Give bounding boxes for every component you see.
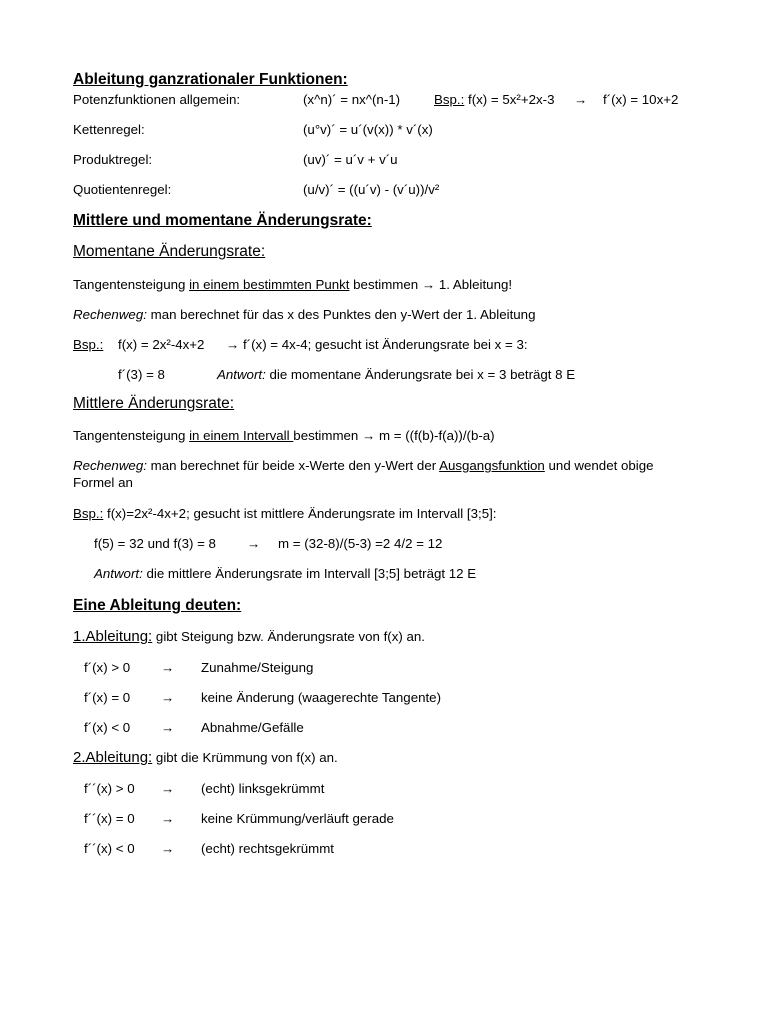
- second-row-cond: f´´(x) = 0: [84, 811, 135, 826]
- momentary-line1: [73, 276, 512, 293]
- average-answer-text: die mittlere Änderungsrate im Intervall [3;5] beträgt 12 E: [142, 566, 477, 581]
- rule-power-formula: (x^n)´ = nx^(n-1): [303, 92, 401, 107]
- power-example-func: f(x) = 5x²+2x-3: [468, 92, 555, 107]
- momentary-answer: [217, 366, 575, 383]
- average-line1-underlined: in einem Intervall: [189, 428, 294, 443]
- section-rates-heading: Mittlere und momentane Änderungsrate:: [73, 212, 372, 229]
- first-row-cond: f´(x) > 0: [84, 660, 131, 675]
- first-derivative-text: gibt Steigung bzw. Änderungsrate von f(x) an.: [152, 629, 425, 644]
- average-line1-b: bestimmen → m = ((f(b)-f(a))/(b-a): [293, 428, 495, 443]
- second-row-cond: f´´(x) > 0: [84, 781, 135, 796]
- average-calc-line2: Formel an: [73, 475, 133, 490]
- arrow-icon: →: [161, 841, 175, 856]
- second-row-meaning: (echt) linksgekrümmt: [201, 781, 325, 796]
- second-row-cond: f´´(x) < 0: [84, 841, 135, 856]
- first-row-cond: f´(x) < 0: [84, 720, 131, 735]
- average-answer: [94, 565, 476, 582]
- momentary-answer-label: Antwort:: [217, 367, 266, 382]
- rule-quotient-formula: (u/v)´ = ((u´v) - (v´u))/v²: [303, 182, 440, 197]
- rule-quotient-name: Quotientenregel:: [73, 182, 172, 197]
- momentary-bsp-rest: → f´(x) = 4x-4; gesucht ist Änderungsrate bei x = 3:: [226, 337, 528, 352]
- average-bsp: [73, 505, 496, 522]
- momentary-bsp-label: Bsp.:: [73, 337, 104, 352]
- average-values: f(5) = 32 und f(3) = 8: [94, 536, 216, 551]
- average-calc: [73, 457, 654, 474]
- rule-product-name: Produktregel:: [73, 152, 153, 167]
- average-line1: [73, 427, 495, 444]
- first-row-cond: f´(x) = 0: [84, 690, 131, 705]
- average-calc-text-underlined: Ausgangsfunktion: [439, 458, 545, 473]
- second-derivative-text: gibt die Krümmung von f(x) an.: [152, 750, 338, 765]
- momentary-heading: Momentane Änderungsrate:: [73, 243, 266, 260]
- momentary-calc: [73, 306, 535, 323]
- power-example: [434, 91, 554, 108]
- arrow-icon: →: [574, 92, 588, 107]
- average-bsp-label: Bsp.:: [73, 506, 104, 521]
- average-answer-label: Antwort:: [94, 566, 143, 581]
- power-example-result: f´(x) = 10x+2: [603, 92, 679, 107]
- first-derivative-label: 1.Ableitung:: [73, 628, 153, 645]
- average-heading: Mittlere Änderungsrate:: [73, 395, 235, 412]
- first-row-meaning: Abnahme/Gefälle: [201, 720, 304, 735]
- momentary-line1-a: Tangentensteigung: [73, 277, 190, 292]
- arrow-icon: →: [247, 536, 261, 551]
- arrow-icon: →: [161, 660, 175, 675]
- rule-chain-formula: (u°v)´ = u´(v(x)) * v´(x): [303, 122, 433, 137]
- rule-power-name: Potenzfunktionen allgemein:: [73, 92, 241, 107]
- arrow-icon: →: [161, 811, 175, 826]
- second-derivative-line: [73, 749, 338, 766]
- average-calc-text-a: man berechnet für beide x-Werte den y-Wert der: [146, 458, 440, 473]
- second-row-meaning: keine Krümmung/verläuft gerade: [201, 811, 394, 826]
- second-row-meaning: (echt) rechtsgekrümmt: [201, 841, 335, 856]
- arrow-icon: →: [161, 720, 175, 735]
- average-line1-a: Tangentensteigung: [73, 428, 190, 443]
- momentary-line1-underlined: in einem bestimmten Punkt: [189, 277, 350, 292]
- average-m-calc: m = (32-8)/(5-3) =2 4/2 = 12: [278, 536, 443, 551]
- page-title: Ableitung ganzrationaler Funktionen:: [73, 71, 348, 88]
- momentary-line1-b: bestimmen → 1. Ableitung!: [349, 277, 513, 292]
- momentary-result-calc: f´(3) = 8: [118, 367, 165, 382]
- first-row-meaning: keine Änderung (waagerechte Tangente): [201, 690, 442, 705]
- average-calc-label: Rechenweg:: [73, 458, 147, 473]
- momentary-calc-label: Rechenweg:: [73, 307, 147, 322]
- first-derivative-line: [73, 628, 425, 645]
- average-calc-text-b: und wendet obige: [544, 458, 654, 473]
- momentary-bsp-func: f(x) = 2x²-4x+2: [118, 337, 205, 352]
- arrow-icon: →: [161, 781, 175, 796]
- interpret-heading: Eine Ableitung deuten:: [73, 597, 242, 614]
- second-derivative-label: 2.Ableitung:: [73, 749, 153, 766]
- rule-product-formula: (uv)´ = u´v + v´u: [303, 152, 398, 167]
- arrow-icon: →: [161, 690, 175, 705]
- first-row-meaning: Zunahme/Steigung: [201, 660, 314, 675]
- momentary-answer-text: die momentane Änderungsrate bei x = 3 beträgt 8 E: [265, 367, 576, 382]
- rule-chain-name: Kettenregel:: [73, 122, 145, 137]
- momentary-calc-text: man berechnet für das x des Punktes den y-Wert der 1. Ableitung: [146, 307, 536, 322]
- power-example-label: Bsp.:: [434, 92, 465, 107]
- average-bsp-text: f(x)=2x²-4x+2; gesucht ist mittlere Änderungsrate im Intervall [3;5]:: [103, 506, 497, 521]
